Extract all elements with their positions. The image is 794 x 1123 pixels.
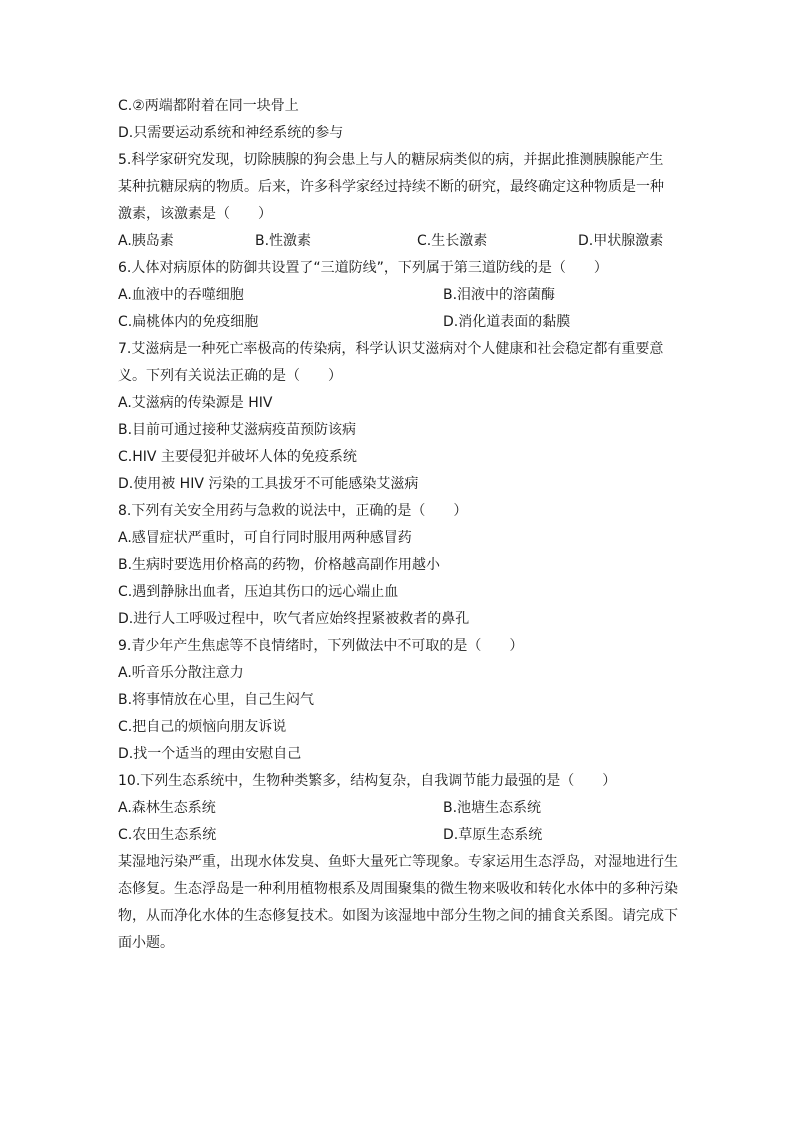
q8-stem: 8.下列有关安全用药与急救的说法中，正确的是（ ） bbox=[118, 503, 468, 519]
reading-passage bbox=[118, 849, 678, 957]
question-7 bbox=[118, 336, 678, 498]
q8-option-c: C.遇到静脉出血者，压迫其伤口的远心端止血 bbox=[118, 584, 399, 600]
q6-options-row bbox=[118, 309, 678, 336]
q10-option-a: A.森林生态系统 bbox=[118, 800, 216, 816]
question-10 bbox=[118, 768, 678, 849]
q5-option-d: D.甲状腺激素 bbox=[578, 233, 664, 249]
q9-stem: 9.青少年产生焦虑等不良情绪时，下列做法中不可取的是（ ） bbox=[118, 638, 524, 654]
q7-stem-line: 7.艾滋病是一种死亡率极高的传染病，科学认识艾滋病对个人健康和社会稳定都有重要意 bbox=[118, 341, 664, 357]
q6-option-b: B.泪液中的溶菌酶 bbox=[443, 287, 556, 303]
q5-option-a: A.胰岛素 bbox=[118, 233, 174, 249]
q6-option-c: C.扁桃体内的免疫细胞 bbox=[118, 314, 259, 330]
q8-option-d: D.进行人工呼吸过程中，吹气者应始终捏紧被救者的鼻孔 bbox=[118, 611, 470, 627]
q10-options-row bbox=[118, 822, 678, 849]
q7-stem-line: 义。下列有关说法正确的是（ ） bbox=[118, 368, 342, 384]
q6-stem: 6.人体对病原体的防御共设置了“三道防线”，下列属于第三道防线的是（ ） bbox=[118, 260, 608, 276]
passage-line: 某湿地污染严重，出现水体发臭、鱼虾大量死亡等现象。专家运用生态浮岛，对湿地进行生 bbox=[118, 854, 678, 870]
q10-option-b: B.池塘生态系统 bbox=[443, 800, 542, 816]
q5-stem-line: 5.科学家研究发现，切除胰腺的狗会患上与人的糖尿病类似的病，并据此推测胰腺能产生 bbox=[118, 152, 664, 168]
q7-option-b: B.目前可通过接种艾滋病疫苗预防该病 bbox=[118, 422, 357, 438]
q10-option-d: D.草原生态系统 bbox=[443, 827, 543, 843]
q8-option-a: A.感冒症状严重时，可自行同时服用两种感冒药 bbox=[118, 530, 412, 546]
q9-option-d: D.找一个适当的理由安慰自己 bbox=[118, 746, 302, 762]
q10-stem: 10.下列生态系统中，生物种类繁多，结构复杂，自我调节能力最强的是（ ） bbox=[118, 773, 617, 789]
question-5 bbox=[118, 147, 678, 255]
passage-line: 态修复。生态浮岛是一种利用植物根系及周围聚集的微生物来吸收和转化水体中的多种污染 bbox=[118, 881, 678, 897]
exam-page bbox=[118, 93, 678, 957]
q4-option-c: C.②两端都附着在同一块骨上 bbox=[118, 98, 299, 114]
q10-option-c: C.农田生态系统 bbox=[118, 827, 217, 843]
q7-option-a: A.艾滋病的传染源是 HIV bbox=[118, 395, 273, 411]
q9-option-a: A.听音乐分散注意力 bbox=[118, 665, 244, 681]
passage-line: 物，从而净化水体的生态修复技术。如图为该湿地中部分生物之间的捕食关系图。请完成下 bbox=[118, 908, 678, 924]
q5-option-b: B.性激素 bbox=[255, 233, 312, 249]
q5-stem-line: 某种抗糖尿病的物质。后来，许多科学家经过持续不断的研究，最终确定这种物质是一种 bbox=[118, 179, 664, 195]
q6-option-a: A.血液中的吞噬细胞 bbox=[118, 287, 244, 303]
q5-option-c: C.生长激素 bbox=[417, 233, 488, 249]
q10-options-row bbox=[118, 795, 678, 822]
q8-option-b: B.生病时要选用价格高的药物，价格越高副作用越小 bbox=[118, 557, 441, 573]
q9-option-c: C.把自己的烦恼向朋友诉说 bbox=[118, 719, 287, 735]
question-6 bbox=[118, 255, 678, 336]
q9-option-b: B.将事情放在心里，自己生闷气 bbox=[118, 692, 315, 708]
question-8 bbox=[118, 498, 678, 633]
q6-option-d: D.消化道表面的黏膜 bbox=[443, 314, 571, 330]
q6-options-row bbox=[118, 282, 678, 309]
question-9 bbox=[118, 633, 678, 768]
passage-line: 面小题。 bbox=[118, 935, 174, 951]
q4-option-d: D.只需要运动系统和神经系统的参与 bbox=[118, 125, 344, 141]
q7-option-d: D.使用被 HIV 污染的工具拔牙不可能感染艾滋病 bbox=[118, 476, 419, 492]
q7-option-c: C.HIV 主要侵犯并破坏人体的免疫系统 bbox=[118, 449, 357, 465]
q5-stem-line: 激素，该激素是（ ） bbox=[118, 206, 272, 222]
q5-options bbox=[118, 228, 678, 255]
